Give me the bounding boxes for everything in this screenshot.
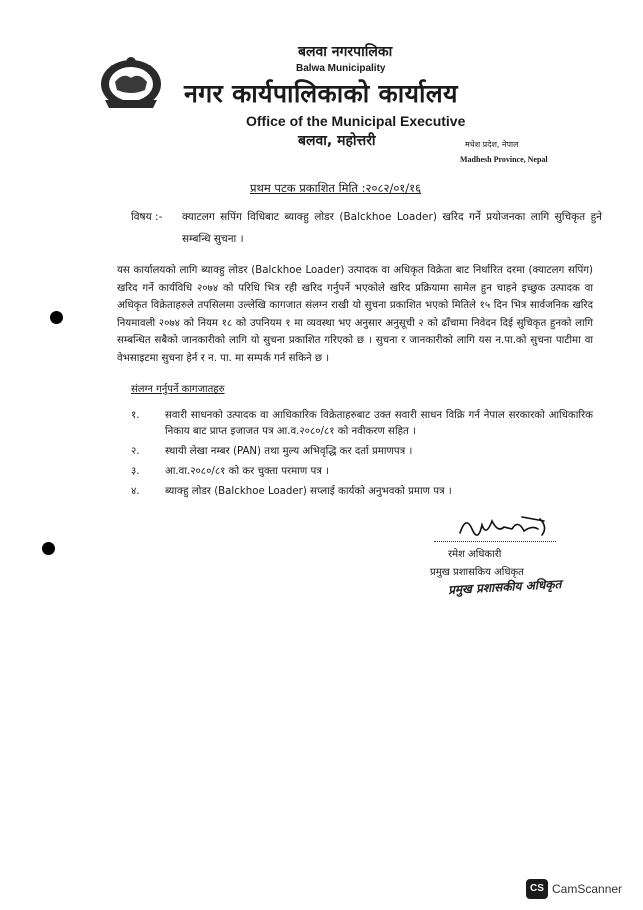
list-item-text: आ.वा.२०८०/८१ को कर चुक्ता परमाण पत्र ।	[165, 466, 329, 477]
documents-list	[131, 408, 593, 504]
list-item-text: स्थायी लेखा नम्बर (PAN) तथा मुल्य अभिवृद्धि कर दर्ता प्रमाणपत्र ।	[165, 446, 413, 457]
list-item	[131, 408, 593, 440]
official-stamp: प्रमुख प्रशासकीय अधिकृत	[447, 577, 562, 597]
municipality-name-np: बलवा नगरपालिका	[298, 44, 393, 60]
signatory-title: प्रमुख प्रशासकिय अधिकृत	[430, 567, 524, 578]
signature-line	[434, 541, 556, 542]
notice-body: यस कार्यालयको लागि ब्याक्हु लोडर (Balckhoe Loader) उत्पादक वा अधिकृत विक्रेता बाट निर्धारित दरमा (क्याटलग सपिंग) खरिद गर्ने कार्यविधि २०७४ को परिधि भित्र रही खरिद गर्नुपर्ने भएकोले खरिद प्रक्रियामा सामेल हुन चाहने इच्छुक उत्पादक वा अधिकृत विक्रेताहरुले तपसिलमा उल्लेखि कागजात संलग्न राखी यो सुचना प्रकाशित भएको मितिले १५ दिन भित्र सार्वजनिक खरिद नियमावली २०७४ को नियम १८ को उपनियम १ मा व्यवस्था भए अनुसार अनुसूची २ को ढाँचामा निवेदन दिई सुचिकृत हुनको लागि सम्बन्धित सबैको जानकारीको लागि यो सुचना प्रकाशित गरिएको छ । सुचना र जानकारीको लागि यस न.पा.को सुचना पाटीमा वा वेभसाइटमा सुचना हेर्न र न. पा. मा सम्पर्क गर्न सकिने छ ।	[117, 265, 593, 364]
municipality-name-en: Balwa Municipality	[296, 63, 386, 74]
punch-hole-mark	[42, 542, 55, 555]
signatory-name: रमेश अधिकारी	[448, 549, 502, 560]
subject-label: विषय :-	[131, 211, 163, 223]
nepal-emblem-icon	[95, 52, 167, 112]
publish-date: प्रथम पटक प्रकाशित मिति :२०८२/०१/१६	[250, 181, 422, 195]
list-item-text: सवारी साधनको उत्पादक वा आधिकारिक विक्रेताहरुबाट उक्त सवारी साधन विक्रि गर्न नेपाल सरकारको आधिकारिक निकाय बाट प्राप्त इजाजत पत्र आ.व.२०८०/८१ को नवीकरण सहित ।	[165, 410, 593, 437]
list-item	[131, 464, 593, 480]
province-np: मधेश प्रदेश, नेपाल	[465, 140, 519, 149]
list-item	[131, 484, 593, 500]
list-item	[131, 444, 593, 460]
punch-hole-mark	[50, 311, 63, 324]
office-title-en: Office of the Municipal Executive	[246, 113, 466, 129]
list-item-number: ३.	[131, 466, 140, 477]
camscanner-logo-icon: CS	[526, 879, 548, 899]
camscanner-label: CamScanner	[552, 882, 623, 896]
list-item-number: ४.	[131, 486, 140, 497]
list-item-number: २.	[131, 446, 140, 457]
list-item-text: ब्याक्हु लोडर (Balckhoe Loader) सप्लाई कार्यको अनुभवको प्रमाण पत्र ।	[165, 486, 452, 497]
office-title-np: नगर कार्यपालिकाको कार्यालय	[184, 79, 458, 108]
handwritten-signature	[452, 511, 562, 545]
office-location: बलवा, महोत्तरी	[298, 133, 376, 149]
documents-heading: संलग्न गर्नुपर्ने कागजातहरु	[131, 384, 225, 395]
list-item-number: १.	[131, 410, 140, 421]
province-en: Madhesh Province, Nepal	[460, 155, 548, 164]
subject-text: क्याटलग सपिंग विधिबाट ब्याक्हु लोडर (Balckhoe Loader) खरिद गर्ने प्रयोजनका लागि सुचिकृत हुने सम्बन्धि सुचना ।	[182, 211, 602, 245]
